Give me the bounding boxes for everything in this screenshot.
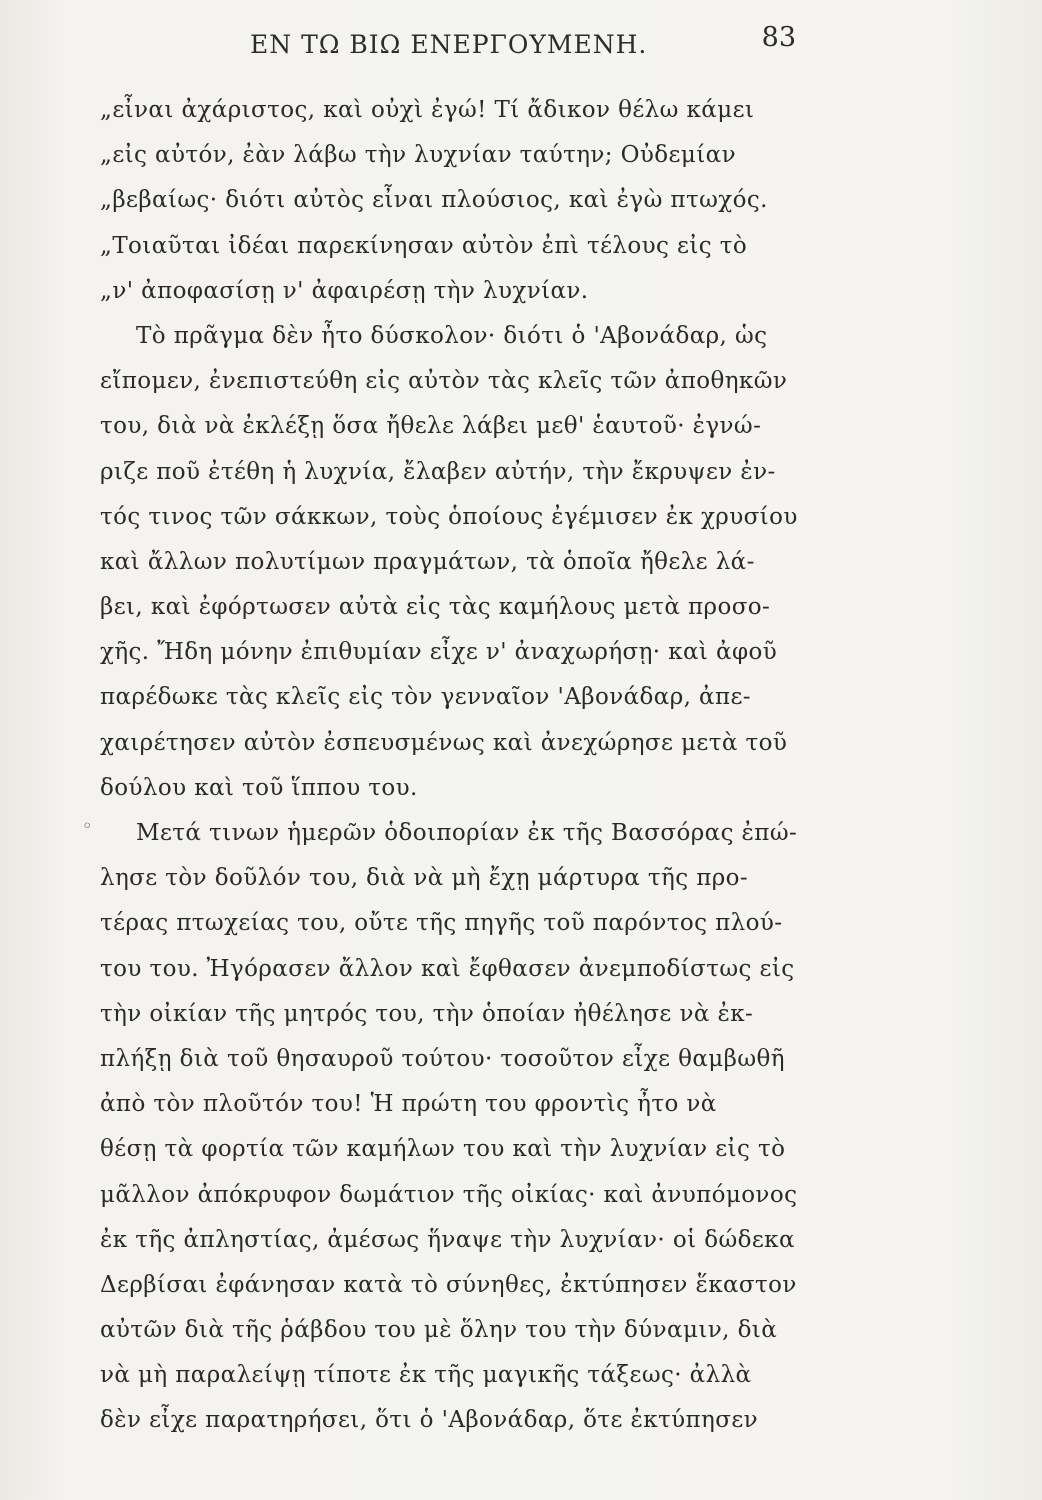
text-line: ἐκ τῆς ἀπληστίας, ἀμέσως ἥναψε τὴν λυχνίαν· οἱ δώδεκα [100, 1226, 795, 1253]
text-line: καὶ ἄλλων πολυτίμων πραγμάτων, τὰ ὁποῖα ἤθελε λά- [100, 548, 755, 575]
text-line: „βεβαίως· διότι αὐτὸς εἶναι πλούσιος, καὶ ἐγὼ πτωχός. [100, 187, 768, 214]
page-number: 83 [761, 22, 796, 53]
text-line: του του. Ἠγόρασεν ἄλλον καὶ ἔφθασεν ἀνεμποδίστως εἰς [100, 955, 795, 982]
text-line: εἴπομεν, ἐνεπιστεύθη εἰς αὐτὸν τὰς κλεῖς τῶν ἀποθηκῶν [100, 368, 788, 395]
text-line: Τὸ πρᾶγμα δὲν ἦτο δύσκολον· διότι ὁ 'Αβονάδαρ, ὡς [136, 322, 768, 349]
text-line: „εἶναι ἀχάριστος, καὶ οὐχὶ ἐγώ! Τί ἄδικον θέλω κάμει [100, 97, 755, 123]
text-line: μᾶλλον ἀπόκρυφον δωμάτιον τῆς οἰκίας· καὶ ἀνυπόμονος [100, 1181, 798, 1208]
text-line: Μετά τινων ἡμερῶν ὁδοιπορίαν ἐκ τῆς Βασσόρας ἐπώ- [136, 820, 798, 846]
text-line: νὰ μὴ παραλείψῃ τίποτε ἐκ τῆς μαγικῆς τάξεως· ἀλλὰ [100, 1362, 752, 1389]
text-line: ἀπὸ τὸν πλοῦτόν του! Ἡ πρώτη του φροντὶς ἦτο νὰ [100, 1091, 717, 1118]
text-line: „Τοιαῦται ἰδέαι παρεκίνησαν αὐτὸν ἐπὶ τέλους εἰς τὸ [100, 232, 748, 259]
text-line: λησε τὸν δοῦλόν του, διὰ νὰ μὴ ἔχῃ μάρτυρα τῆς προ- [100, 865, 749, 892]
text-line: „ν' ἀποφασίσῃ ν' ἀφαιρέσῃ τὴν λυχνίαν. [100, 277, 589, 304]
text-line: τός τινος τῶν σάκκων, τοὺς ὁποίους ἐγέμισεν ἐκ χρυσίου [100, 503, 798, 530]
text-line: δὲν εἶχε παρατηρήσει, ὅτι ὁ 'Αβονάδαρ, ὅτε ἐκτύπησεν [100, 1407, 759, 1434]
text-line: τέρας πτωχείας του, οὔτε τῆς πηγῆς τοῦ παρόντος πλού- [100, 910, 783, 937]
text-line: παρέδωκε τὰς κλεῖς εἰς τὸν γενναῖον 'Αβονάδαρ, ἀπε- [100, 684, 751, 711]
text-line: ριζε ποῦ ἐτέθη ἡ λυχνία, ἔλαβεν αὐτήν, τὴν ἔκρυψεν ἐν- [100, 458, 776, 485]
text-line: Δερβίσαι ἐφάνησαν κατὰ τὸ σύνηθες, ἐκτύπησεν ἕκαστον [100, 1271, 797, 1298]
text-line: δούλου καὶ τοῦ ἵππου του. [100, 774, 418, 801]
text-line: χῆς. Ἤδη μόνην ἐπιθυμίαν εἶχε ν' ἀναχωρήσῃ· καὶ ἀφοῦ [100, 639, 778, 666]
text-line: τὴν οἰκίαν τῆς μητρός του, τὴν ὁποίαν ἠθέλησε νὰ ἐκ- [100, 1000, 754, 1027]
text-line: πλήξῃ διὰ τοῦ θησαυροῦ τούτου· τοσοῦτον εἶχε θαμβωθῆ [100, 1045, 785, 1072]
text-line: του, διὰ νὰ ἐκλέξῃ ὅσα ἤθελε λάβει μεθ' ἑαυτοῦ· ἐγνώ- [100, 413, 762, 440]
text-line: χαιρέτησεν αὐτὸν ἐσπευσμένως καὶ ἀνεχώρησε μετὰ τοῦ [100, 729, 788, 756]
body-text [100, 88, 820, 1444]
text-line: „εἰς αὐτόν, ἐὰν λάβω τὴν λυχνίαν ταύτην; Οὐδεμίαν [100, 142, 736, 169]
running-head: ΕΝ ΤΩ ΒΙΩ ΕΝΕΡΓΟΥΜΕΝΗ. [250, 30, 648, 59]
text-line: θέσῃ τὰ φορτία τῶν καμήλων του καὶ τὴν λυχνίαν εἰς τὸ [100, 1136, 786, 1163]
margin-mark: ◦ [82, 816, 93, 837]
text-line: βει, καὶ ἐφόρτωσεν αὐτὰ εἰς τὰς καμήλους μετὰ προσο- [100, 594, 771, 621]
page-header [250, 22, 796, 72]
text-line: αὐτῶν διὰ τῆς ῥάβδου του μὲ ὅλην του τὴν δύναμιν, διὰ [100, 1317, 778, 1344]
